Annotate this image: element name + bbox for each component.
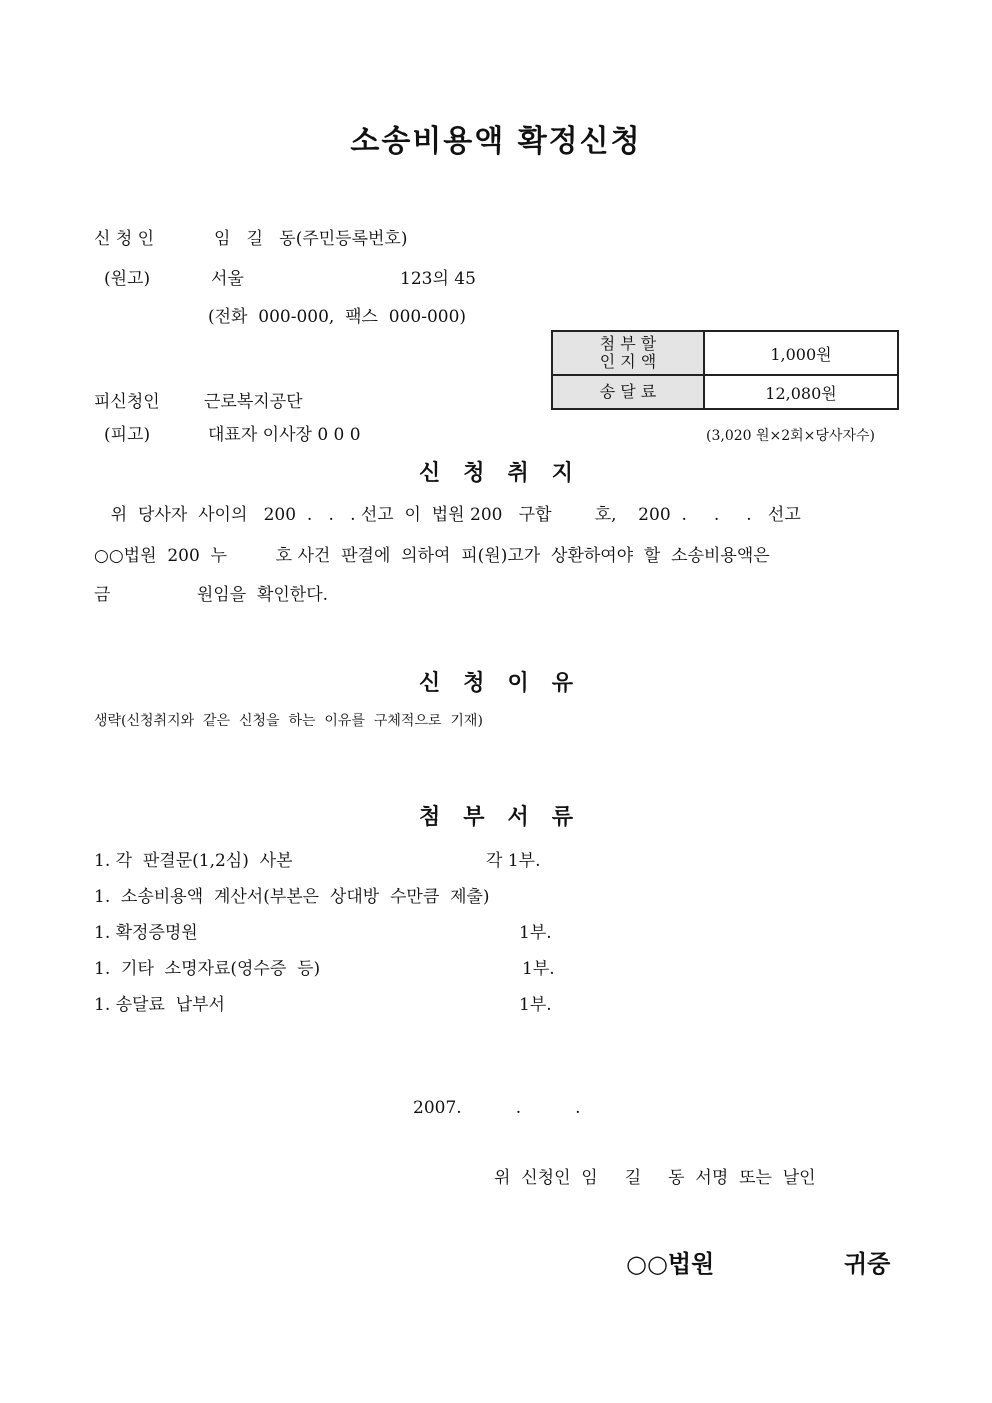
- attachment-item-name: 1. 소송비용액 계산서(부본은 상대방 수만큼 제출): [94, 887, 490, 907]
- purpose-heading: 신 청 취 지: [419, 461, 573, 486]
- delivery-fee-label: 송 달 료: [552, 375, 704, 409]
- fee-table: [551, 330, 899, 410]
- document-title: 소송비용액 확정신청: [350, 124, 642, 159]
- respondent-representative: 대표자 이사장 0 0 0: [208, 425, 361, 445]
- purpose-line-2: ○○법원 200 누 호 사건 판결에 의하여 피(원)고가 상환하여야 할 소송비용액은: [94, 546, 770, 566]
- stamp-fee-label-line2: 인 지 액: [599, 352, 657, 371]
- applicant-address-city: 서울: [211, 269, 244, 289]
- attachment-item-qty: 1부.: [519, 923, 552, 943]
- court-name: ○○법원: [626, 1250, 715, 1278]
- delivery-fee-value: 12,080원: [704, 375, 898, 409]
- respondent-label: 피신청인: [94, 392, 160, 412]
- applicant-name: 임 길 동(주민등록번호): [214, 229, 408, 249]
- signature-line: 위 신청인 임 길 동 서명 또는 날인: [494, 1168, 816, 1188]
- respondent-name: 근로복지공단: [204, 392, 303, 412]
- stamp-fee-label-line1: 첨 부 할: [599, 334, 657, 353]
- purpose-line-3: 금 원임을 확인한다.: [94, 585, 329, 605]
- attachment-item-qty: 각 1부.: [486, 851, 541, 871]
- stamp-fee-value: 1,000원: [704, 331, 898, 375]
- reason-heading: 신 청 이 유: [419, 671, 573, 696]
- stamp-fee-label: [552, 331, 704, 375]
- applicant-label: 신 청 인: [94, 229, 155, 249]
- applicant-contact: (전화 000-000, 팩스 000-000): [208, 307, 467, 327]
- attachment-item-name: 1. 각 판결문(1,2심) 사본: [94, 851, 293, 871]
- attachment-item-qty: 1부.: [519, 995, 552, 1015]
- attachments-heading: 첨 부 서 류: [419, 805, 573, 830]
- delivery-fee-formula: (3,020 원×2회×당사자수): [706, 428, 875, 444]
- attachment-item-name: 1. 기타 소명자료(영수증 등): [94, 959, 321, 979]
- reason-text: 생략(신청취지와 같은 신청을 하는 이유를 구체적으로 기재): [94, 713, 483, 729]
- applicant-role: (원고): [104, 269, 151, 289]
- applicant-address-number: 123의 45: [400, 269, 476, 289]
- attachment-item-name: 1. 확정증명원: [94, 923, 198, 943]
- purpose-line-1: 위 당사자 사이의 200 . . . 선고 이 법원 200 구합 호, 200 . . . 선고: [100, 505, 801, 525]
- attachment-item-qty: 1부.: [522, 959, 555, 979]
- respondent-role: (피고): [104, 425, 151, 445]
- court-addressee-suffix: 귀중: [844, 1250, 891, 1278]
- filing-date: 2007. . .: [413, 1098, 581, 1118]
- attachment-item-name: 1. 송달료 납부서: [94, 995, 225, 1015]
